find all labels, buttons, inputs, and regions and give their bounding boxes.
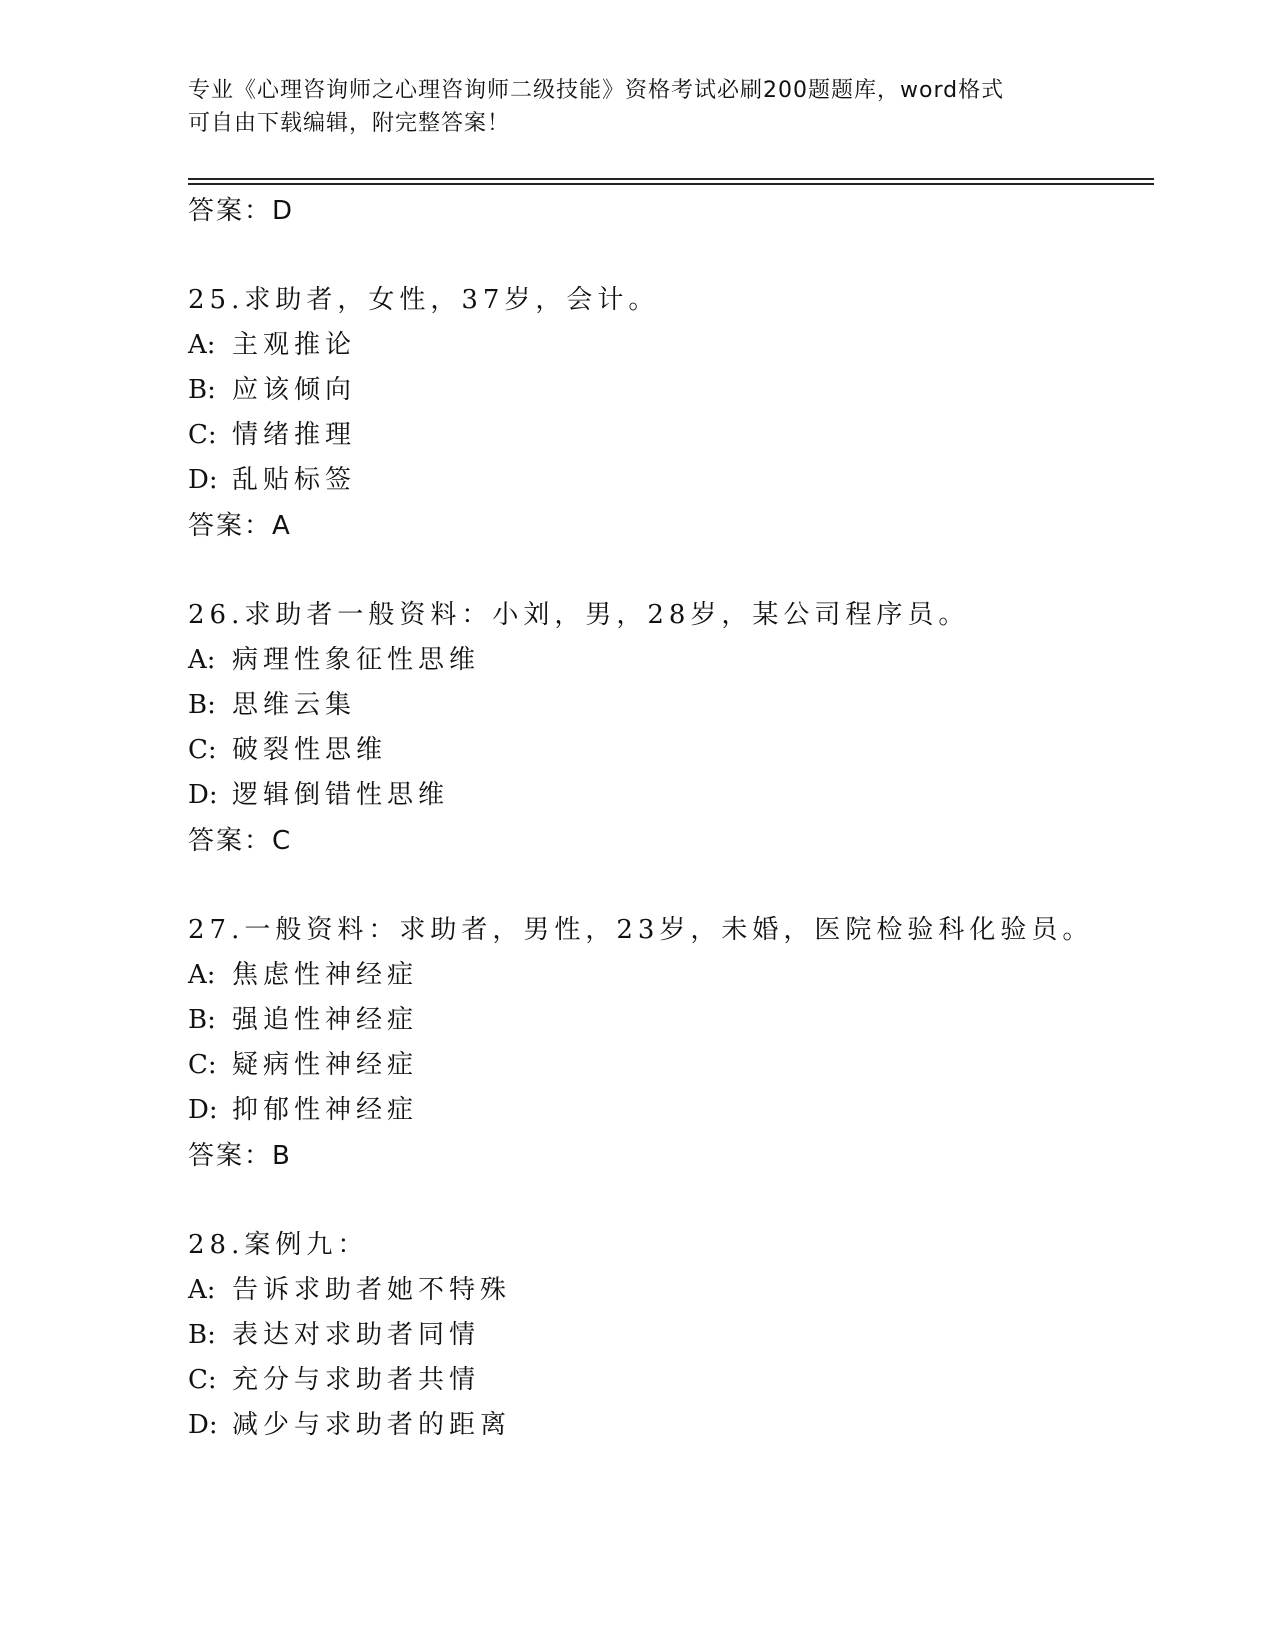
question-28 (188, 1223, 1148, 1448)
option-a (188, 638, 1148, 683)
question-stem: 27.一般资料：求助者，男性，23岁，未婚，医院检验科化验员。 (188, 915, 1094, 945)
option-text: 乱贴标签 (232, 465, 357, 495)
header-title-line-1: 专业《心理咨询师之心理咨询师二级技能》资格考试必刷200题题库，word格式 (188, 78, 1005, 103)
question-stem: 28.案例九： (188, 1230, 369, 1260)
option-text: 主观推论 (232, 330, 357, 360)
option-key: D: (188, 1095, 218, 1125)
option-d (188, 458, 1148, 503)
option-c (188, 728, 1148, 773)
question-26 (188, 593, 1148, 864)
option-text: 告诉求助者她不特殊 (232, 1275, 512, 1305)
option-key: C: (188, 420, 217, 450)
option-b (188, 683, 1148, 728)
question-stem: 26.求助者一般资料：小刘，男，28岁，某公司程序员。 (188, 600, 970, 630)
option-text: 焦虑性神经症 (232, 960, 419, 990)
question-25 (188, 278, 1148, 549)
option-key: D: (188, 1410, 218, 1440)
option-text: 充分与求助者共情 (232, 1365, 481, 1395)
option-c (188, 1358, 1148, 1403)
option-key: C: (188, 1365, 217, 1395)
option-key: A: (188, 330, 216, 360)
question-27 (188, 908, 1148, 1179)
option-b (188, 368, 1148, 413)
option-b (188, 1313, 1148, 1358)
option-key: A: (188, 645, 216, 675)
option-c (188, 1043, 1148, 1088)
option-key: C: (188, 735, 217, 765)
header-title-line-2: 可自由下载编辑，附完整答案！ (188, 111, 511, 136)
option-text: 强追性神经症 (232, 1005, 419, 1035)
option-text: 破裂性思维 (232, 735, 388, 765)
option-text: 病理性象征性思维 (232, 645, 481, 675)
option-text: 思维云集 (232, 690, 357, 720)
option-key: A: (188, 1275, 216, 1305)
option-d (188, 1088, 1148, 1133)
option-text: 减少与求助者的距离 (232, 1410, 512, 1440)
answer-line: 答案：C (188, 826, 293, 856)
option-key: A: (188, 960, 216, 990)
header-divider-top (188, 178, 1154, 180)
option-text: 抑郁性神经症 (232, 1095, 419, 1125)
option-text: 情绪推理 (232, 420, 357, 450)
option-text: 疑病性神经症 (232, 1050, 419, 1080)
option-key: C: (188, 1050, 217, 1080)
answer-line: 答案：A (188, 511, 292, 541)
option-key: B: (188, 375, 216, 405)
header-divider-bottom (188, 183, 1154, 185)
option-d (188, 773, 1148, 818)
option-key: D: (188, 780, 218, 810)
question-stem: 25.求助者，女性，37岁，会计。 (188, 285, 660, 315)
option-key: B: (188, 1320, 216, 1350)
option-b (188, 998, 1148, 1043)
option-c (188, 413, 1148, 458)
document-header (188, 74, 1088, 140)
question-list (188, 188, 1148, 1448)
option-a (188, 323, 1148, 368)
option-key: D: (188, 465, 218, 495)
option-text: 应该倾向 (232, 375, 357, 405)
option-a (188, 953, 1148, 998)
option-text: 逻辑倒错性思维 (232, 780, 450, 810)
option-text: 表达对求助者同情 (232, 1320, 481, 1350)
option-d (188, 1403, 1148, 1448)
option-key: B: (188, 690, 216, 720)
option-a (188, 1268, 1148, 1313)
option-key: B: (188, 1005, 216, 1035)
previous-answer: 答案：D (188, 196, 295, 226)
answer-line: 答案：B (188, 1141, 292, 1171)
